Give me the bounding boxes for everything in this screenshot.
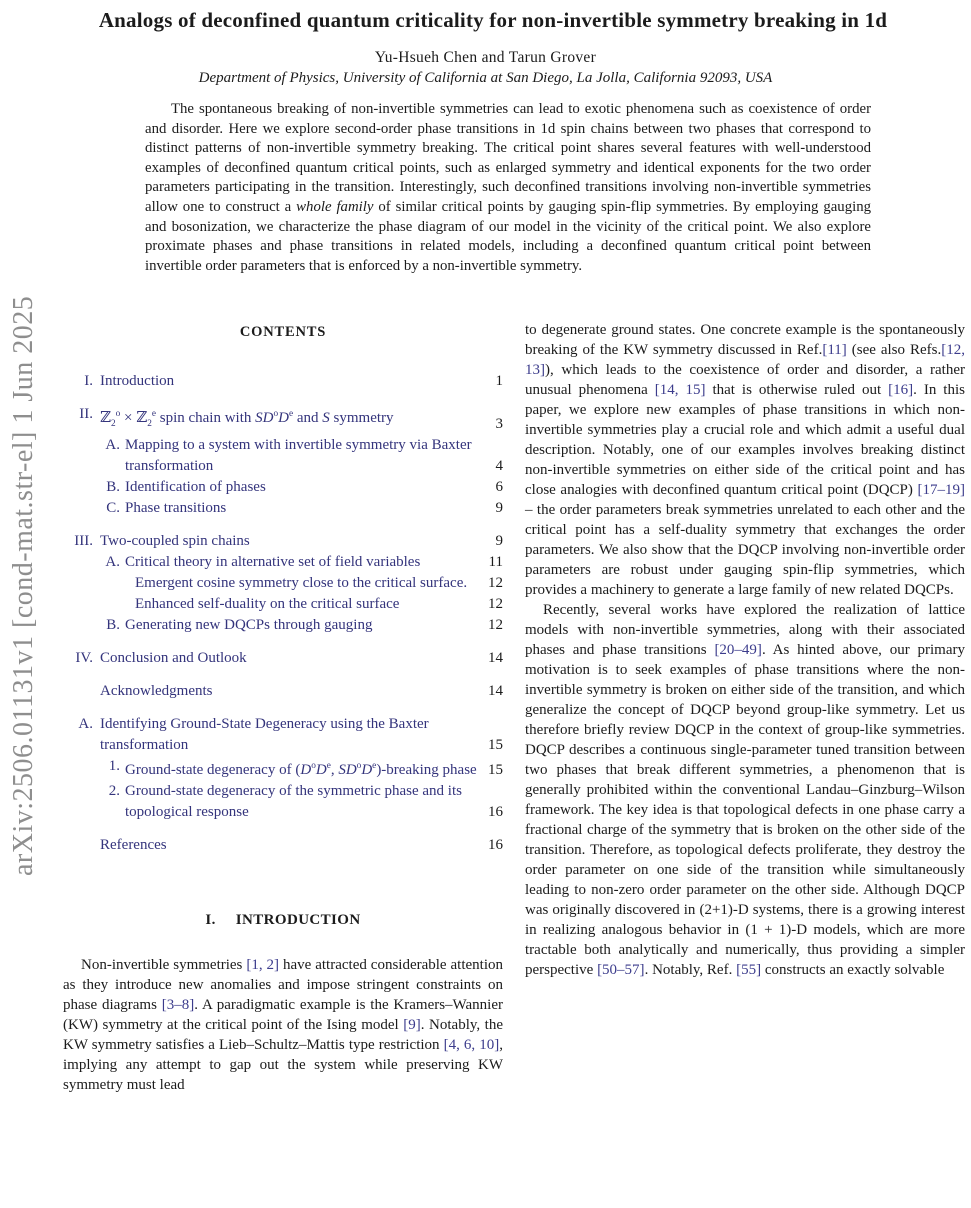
toc-list <box>63 371 503 856</box>
citation-link[interactable]: [9] <box>403 1017 421 1034</box>
citation-link[interactable]: [20–49] <box>714 642 762 659</box>
toc-entry-text: Mapping to a system with invertible symmetry via Baxter transformation <box>125 437 472 475</box>
contents-heading: CONTENTS <box>239 324 327 341</box>
toc-entry[interactable] <box>63 756 503 781</box>
toc-page-number: 12 <box>488 575 503 592</box>
toc-entry[interactable] <box>63 681 503 702</box>
toc-page-number: 14 <box>488 650 503 667</box>
citation-link[interactable]: [55] <box>736 962 762 979</box>
toc-page-number: 9 <box>495 500 503 517</box>
citation-link[interactable]: [17–19] <box>917 482 965 499</box>
body-paragraph: Recently, several works have explored the realization of lattice models with non-invertible symmetries, along with their associated phases and phase transitions [20–49]. As hinted above, our primary motivation is to seek examples of phase transitions where the non-invertible symmetry is broken on either side of the transition, and which generalize the concept of DQCP beyond group-like symmetry. Let us therefore briefly review DQCP in the context of group-like symmetries. DQCP describes a continuous single-parameter tuned transition between two phases that break different symmetries, a phenomenon that is generally prohibited within the conventional Landau–Ginzburg–Wilson framework. The key idea is that topological defects in one phase carry a fractional charge of the symmetry that is broken on the other side of the transition. Therefore, as topological defects proliferate, they destroy the order parameter on one side of the transition while simultaneously leading to non-zero order parameter on the other side. Although DQCP was originally discovered in (2+1)-D systems, there is a growing interest in realizing analogous behavior in (1 + 1)-D models, which are more tractable both analytically and numerically, thus providing a simpler perspective [50–57]. Notably, Ref. [55] constructs an exactly solvable <box>525 602 965 979</box>
toc-entry-text: Two-coupled spin chains <box>100 533 250 550</box>
toc-entry-text: Conclusion and Outlook <box>100 650 247 667</box>
toc-page-number: 16 <box>488 837 503 854</box>
toc-entry-label: III. <box>74 533 93 550</box>
toc-entry-text: References <box>100 837 167 854</box>
toc-entry[interactable] <box>63 498 503 519</box>
toc-page-number: 16 <box>488 804 503 821</box>
paper-page <box>0 8 971 1208</box>
toc-entry-text: Identification of phases <box>125 479 266 496</box>
toc-entry-text: Ground-state degeneracy of the symmetric phase and its topological response <box>125 783 462 821</box>
toc-entry[interactable] <box>63 594 503 615</box>
toc-entry-label: B. <box>106 617 120 634</box>
toc-page-number: 6 <box>495 479 503 496</box>
toc-entry[interactable] <box>63 648 503 669</box>
two-column-body <box>0 320 971 1095</box>
toc-entry[interactable] <box>63 531 503 552</box>
toc-entry[interactable] <box>63 552 503 573</box>
left-column <box>63 320 503 1095</box>
body-paragraph-continuation: to degenerate ground states. One concrete example is the spontaneously breaking of the KW symmetry discussed in Ref.[11] (see also Refs.[12, 13]), which leads to the coexistence of order and disorder, a rather unusual phenomena [14, 15] that is otherwise ruled out [16]. In this paper, we explore new examples of phase transitions in which non-invertible symmetries play a crucial role and which admit a useful dual description. Notably, one of our examples involves breaking distinct non-invertible symmetries on either side of the critical point and has close analogies with deconfined quantum critical point (DQCP) [17–19] – the order parameters break symmetries unrelated to each other and the critical point has a self-duality symmetry that exchanges the order parameters. We also show that the DQCP involving non-invertible order parameters are robust under gauging spin-flip symmetries, which provides a machinery to generate a large family of new related DQCPs. <box>525 322 965 599</box>
citation-link[interactable]: [16] <box>888 382 914 399</box>
section-number: I. <box>205 912 216 929</box>
toc-entry-label: B. <box>106 479 120 496</box>
toc-entry-label: I. <box>84 373 93 390</box>
affiliation-line: Department of Physics, University of California at San Diego, La Jolla, California 92093, USA <box>198 70 773 86</box>
toc-entry[interactable] <box>63 435 503 477</box>
toc-entry-label <box>63 835 93 856</box>
citation-link[interactable]: [14, 15] <box>654 382 706 399</box>
toc-entry-label: A. <box>105 437 120 454</box>
toc-entry-text: Enhanced self-duality on the critical surface <box>135 596 400 613</box>
toc-entry-text: Ground-state degeneracy of ($D^oDe$, $SD^oDe$)-breaking phase <box>125 761 477 779</box>
toc-entry-label: IV. <box>75 650 93 667</box>
toc-page-number: 15 <box>488 737 503 754</box>
introduction-paragraph: Non-invertible symmetries [1, 2] have attracted considerable attention as they introduce new anomalies and impose stringent constraints on phase diagrams [3–8]. A paradigmatic example is the Kramers–Wannier (KW) symmetry at the critical point of the Ising model [9]. Notably, the KW symmetry satisfies a Lieb–Schultz–Mattis type restriction [4, 6, 10], implying any attempt to gap out the system while preserving KW symmetry must lead <box>63 957 503 1094</box>
toc-entry[interactable] <box>63 573 503 594</box>
authors-line: Yu-Hsueh Chen and Tarun Grover <box>374 49 597 66</box>
citation-link[interactable]: [3–8] <box>161 997 195 1014</box>
toc-entry-label <box>63 681 93 702</box>
toc-page-number: 9 <box>495 533 503 550</box>
paper-title: Analogs of deconfined quantum criticality for non-invertible symmetry breaking in 1d <box>98 8 888 32</box>
citation-link[interactable]: [12, 13] <box>525 342 965 379</box>
toc-entry-text: ℤ$_2^o$ × ℤ$_2^e$ spin chain with $SD^oDe$ and S symmetry <box>100 409 394 430</box>
toc-entry-label: II. <box>79 406 93 423</box>
toc-page-number: 15 <box>488 762 503 779</box>
toc-entry-text: Phase transitions <box>125 500 227 517</box>
toc-entry[interactable] <box>63 371 503 392</box>
abstract: The spontaneous breaking of non-invertible symmetries can lead to exotic phenomena such as coexistence of order and disorder. Here we explore second-order phase transitions in 1d spin chains between two phases that correspond to distinct patterns of non-invertible symmetry breaking. The critical point shares several features with well-understood examples of deconfined quantum critical points, such as enlarged symmetry and identical exponents for the two order parameters participating in the transition. Interestingly, such deconfined transitions involving non-invertible symmetries allow one to construct a whole family of similar critical points by gauging spin-flip symmetries. By employing gauging and bosonization, we characterize the phase diagram of our model in the vicinity of the critical point. We also explore proximate phases and phase transitions in related models, including a deconfined quantum critical point between invertible order parameters that is enforced by a non-invertible symmetry. <box>145 101 872 274</box>
toc-entry-text: Introduction <box>100 373 175 390</box>
toc-entry-text: Critical theory in alternative set of field variables <box>125 554 421 571</box>
toc-page-number: 3 <box>495 416 503 433</box>
toc-entry-text: Emergent cosine symmetry close to the critical surface. <box>135 575 468 592</box>
toc-entry-label: C. <box>106 500 120 517</box>
citation-link[interactable]: [4, 6, 10] <box>443 1037 500 1054</box>
arxiv-watermark: arXiv:2506.01131v1 [cond-mat.str-el] 1 Jun 2025 <box>8 295 39 877</box>
toc-entry-label: 2. <box>108 783 120 800</box>
introduction-heading <box>63 912 503 929</box>
citation-link[interactable]: [50–57] <box>597 962 645 979</box>
toc-entry[interactable] <box>63 404 503 435</box>
citation-link[interactable]: [1, 2] <box>246 957 280 974</box>
toc-entry-text: Generating new DQCPs through gauging <box>125 617 373 634</box>
citation-link[interactable]: [11] <box>822 342 847 359</box>
toc-page-number: 4 <box>495 458 503 475</box>
right-column <box>525 320 965 1095</box>
toc-entry[interactable] <box>63 615 503 636</box>
toc-page-number: 12 <box>488 596 503 613</box>
toc-page-number: 14 <box>488 683 503 700</box>
toc-page-number: 1 <box>495 373 503 390</box>
section-title: INTRODUCTION <box>235 912 361 929</box>
toc-entry-text: Identifying Ground-State Degeneracy using the Baxter transformation <box>100 716 429 754</box>
toc-entry[interactable] <box>63 781 503 823</box>
toc-entry[interactable] <box>63 477 503 498</box>
toc-entry[interactable] <box>63 714 503 756</box>
toc-entry-label: A. <box>78 716 93 733</box>
toc-page-number: 11 <box>488 554 503 571</box>
toc-entry-label: 1. <box>108 758 120 775</box>
toc-entry[interactable] <box>63 835 503 856</box>
toc-page-number: 12 <box>488 617 503 634</box>
toc-entry-text: Acknowledgments <box>100 683 213 700</box>
toc-entry-label: A. <box>105 554 120 571</box>
